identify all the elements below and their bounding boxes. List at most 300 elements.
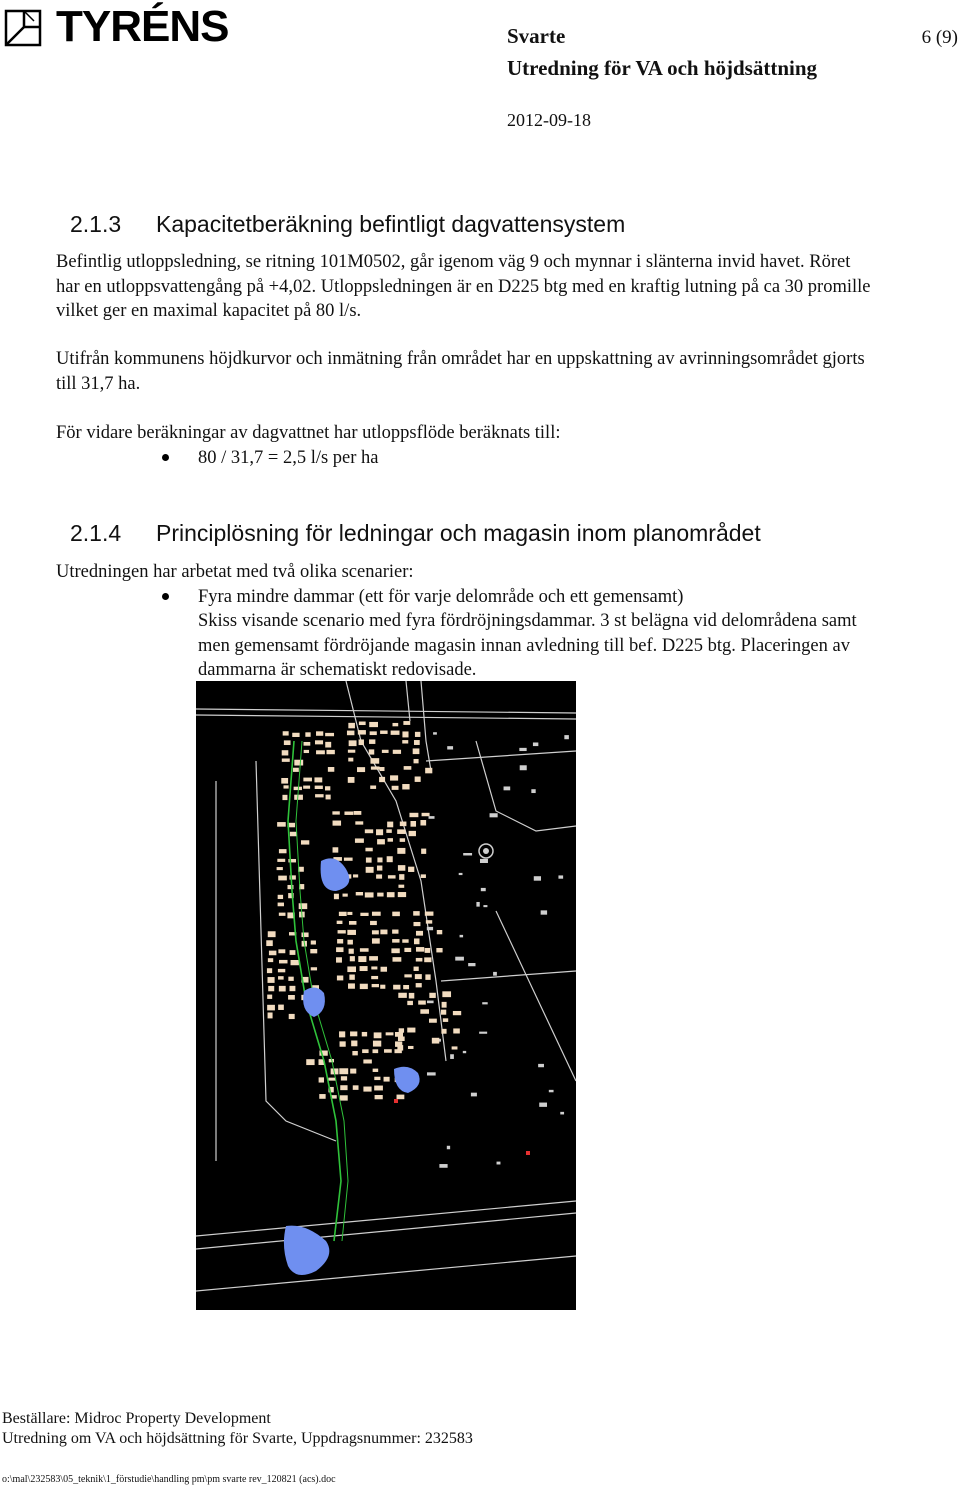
building [415,776,421,781]
map-detail [480,859,488,863]
building [381,967,387,972]
building [404,948,411,952]
page-number: 6 (9) [921,27,958,48]
building [362,1032,367,1036]
building [279,913,286,916]
map-detail [539,1103,547,1107]
building [372,912,381,916]
building [278,895,283,899]
building [397,1095,405,1100]
building [279,986,286,992]
building [373,1041,381,1047]
building [349,949,354,954]
map-detail [519,748,526,751]
building [269,951,276,956]
building [311,940,316,944]
building [344,811,353,814]
building [416,983,422,987]
building [348,750,355,753]
map-detail [433,732,437,734]
map-detail [471,1093,477,1097]
building [338,930,346,933]
building [392,723,398,726]
building [336,947,343,952]
site-plan-drawing [196,681,576,1310]
building [334,894,339,900]
building [374,1086,383,1091]
building [453,1028,460,1033]
building [315,786,323,789]
building [371,766,380,769]
building [372,984,379,987]
building [289,1014,295,1019]
building [266,940,273,946]
building [315,794,324,797]
building [393,985,400,990]
building [339,912,347,916]
building [352,1051,357,1055]
building [337,939,343,943]
building [301,840,309,844]
building [333,847,339,852]
building [414,967,419,971]
building [403,985,409,989]
building [340,1095,348,1100]
building [404,766,412,770]
building [315,740,323,744]
building [282,758,290,761]
building [429,1019,437,1023]
building [283,731,289,735]
building [391,948,399,953]
building [407,1028,415,1033]
building [326,795,331,800]
map-detail [497,1162,501,1165]
building [314,777,322,782]
building [359,722,366,726]
map-detail [541,910,547,914]
building [408,867,414,872]
building [399,1028,404,1032]
building [382,750,389,753]
building [333,821,342,826]
map-detail [459,873,463,875]
paragraph: För vidare beräkningar av dagvattnet har utloppsflöde beräknats till: [56,423,561,443]
building [370,785,376,788]
building [325,742,331,748]
building [377,866,382,871]
building [392,957,401,962]
building [413,748,420,754]
building [347,940,352,945]
building [277,867,283,870]
building [414,759,419,763]
map-detail [447,746,453,749]
building [349,740,357,746]
building [442,991,451,997]
building [384,1077,390,1082]
building [425,974,430,979]
building [441,1029,446,1034]
building [422,813,430,816]
building [340,1041,346,1046]
building [393,750,401,754]
building [360,966,368,971]
building [325,733,334,736]
building [386,829,391,833]
building [366,857,372,862]
map-detail [493,972,497,976]
building [291,960,299,965]
building [395,1032,403,1037]
building [369,956,378,960]
footer-file-path: o:\mal\232583\05_teknik\1_förstudie\handling pm\pm svarte rev_120821 (acs).doc [2,1474,336,1485]
building [379,767,384,771]
section-number: 2.1.4 [70,520,122,546]
building [400,822,407,827]
building [341,1076,347,1080]
building [328,767,334,772]
building [348,777,355,783]
building [375,1095,383,1099]
building [363,1059,371,1063]
building [310,949,317,953]
building [398,865,405,871]
map-detail [427,1001,434,1004]
building [325,786,330,790]
building [397,1045,403,1050]
building [388,875,396,878]
building [288,977,293,981]
building [377,839,385,844]
building [369,739,375,744]
map-detail [482,1002,487,1004]
company-logo [4,2,244,51]
building [360,948,369,952]
building [415,732,420,737]
map-detail [538,1064,544,1067]
building [429,993,435,998]
footer-project: Utredning om VA och höjdsättning för Svarte, Uppdragsnummer: 232583 [2,1430,473,1447]
site-plan-map [196,681,576,1310]
map-detail [439,1164,447,1168]
building [355,821,363,824]
building [267,977,274,983]
map-detail [564,735,569,739]
building [387,856,393,862]
building [376,874,382,878]
building [414,740,420,745]
building [278,976,284,979]
building [421,874,426,878]
section-title: Kapacitetberäkning befintligt dagvattensystem [156,211,626,237]
building [377,857,382,862]
bullet-list [160,446,860,471]
building [424,957,431,962]
building [425,768,432,774]
building [337,976,343,981]
building [398,885,404,888]
building [336,957,342,962]
building [408,1046,414,1049]
building [370,758,379,764]
figure-caption: Skiss visande scenario med fyra fördröjningsdammar. 3 st belägna vid delområdena samt men gemensamt fördröjande magasin innan avledning till bef. D225 btg. Placeringen av dammarna är schematiskt redovisade. [198,611,857,680]
building [357,767,365,772]
building [353,874,358,877]
building [267,995,272,999]
building [397,848,405,854]
building [278,1005,284,1010]
building [355,838,364,842]
building [301,932,308,937]
map-detail [549,1090,554,1092]
list-item: Fyra mindre dammar (ett för varje delområde och ett gemensamt) [160,585,860,610]
building [379,777,385,782]
building [344,858,353,861]
building [404,974,411,977]
building [290,832,297,836]
building [303,778,312,782]
bullet-list [160,585,860,610]
building [425,948,431,953]
building [371,966,377,969]
building [278,876,287,881]
building [277,859,285,862]
building [267,1005,275,1011]
building [418,1000,426,1004]
building [350,956,355,961]
building [407,1001,413,1005]
tyrens-logo-icon [4,7,44,47]
building [278,969,285,972]
building [370,921,377,925]
building [293,768,299,772]
building [392,930,398,934]
building [413,922,420,926]
building [409,813,418,817]
map-detail [476,902,479,907]
building [392,939,399,943]
building [377,893,383,897]
building [416,931,423,936]
building [356,892,363,895]
building [278,949,285,953]
building [380,930,387,935]
building [294,760,303,766]
logo-text: TYRÉNS [56,2,229,51]
building [347,966,356,972]
map-detail [427,927,433,930]
building [347,912,352,915]
building [306,1059,314,1065]
building [351,1040,357,1046]
building [349,921,356,925]
map-detail [558,875,563,878]
building [436,948,442,952]
building [380,985,385,989]
building [400,838,405,842]
building [391,731,400,735]
building [402,740,408,743]
building [337,921,343,924]
building [387,822,393,828]
map-detail [447,1146,450,1149]
building [414,938,419,944]
building [372,938,380,943]
building [359,739,364,745]
building [402,939,408,942]
header-title: Svarte [507,24,566,48]
building [437,930,442,934]
building [402,731,408,737]
building [371,976,378,979]
map-detail [450,1054,454,1059]
building [353,1085,359,1090]
building [268,931,276,937]
building [304,742,311,746]
building [347,930,356,935]
building [373,1069,379,1072]
building [397,829,405,834]
building [305,732,310,736]
building [348,723,355,728]
building [363,1087,371,1092]
building [304,750,309,753]
map-detail [534,876,541,880]
list-item: 80 / 31,7 = 2,5 l/s per ha [160,446,860,471]
building [426,920,432,923]
building [267,968,272,973]
footer-client: Beställare: Midroc Property Development [2,1410,271,1427]
building [290,950,296,955]
building [283,785,288,788]
building [282,795,287,800]
building [360,984,368,989]
building [279,849,287,853]
map-detail [533,742,538,746]
building [294,795,303,800]
building [365,829,373,833]
building [410,821,416,827]
building [332,811,339,814]
building [416,958,423,962]
building [360,913,368,916]
building [387,892,395,897]
building [349,975,354,980]
map-detail [504,786,511,790]
building [339,1068,348,1074]
building [392,912,400,917]
paragraph: Befintlig utloppsledning, se ritning 101M0502, går igenom väg 9 och mynnar i slänterna invid havet. Röret har en utloppsvattengång på +4,02. Utloppsledningen är en D225 btg med en kraftig lutning på ca 30 promille vilket ger en maximal kapacitet på 80 l/s. [56,252,871,321]
building [374,1077,380,1080]
building [388,838,393,842]
map-detail [483,905,487,907]
building [453,1011,461,1015]
section-number: 2.1.3 [70,211,122,237]
building [398,892,406,897]
building [366,867,374,873]
map-detail [455,957,464,961]
building [326,750,334,754]
map-detail [479,1032,487,1034]
building [348,983,355,988]
building [319,1094,325,1099]
map-detail [463,853,472,855]
building [279,960,287,964]
building [425,912,434,916]
building [343,894,348,897]
building [420,820,426,825]
building [358,956,366,962]
building [402,784,409,789]
map-detail [520,765,527,770]
building [354,811,362,815]
building [358,730,366,734]
map-detail [429,816,435,819]
map-detail [531,789,535,793]
building [398,1036,405,1041]
building [432,1038,439,1044]
building [362,1049,368,1053]
section-heading-213 [70,211,625,238]
building [268,1012,273,1018]
header-subtitle: Utredning för VA och höjdsättning [507,56,818,80]
building [452,1046,458,1049]
building [384,1049,392,1053]
building [316,750,325,754]
building [399,874,404,880]
header-date: 2012-09-18 [507,110,591,130]
paragraph: Utifrån kommunens höjdkurvor och inmätning från området har en uppskattning av avrinningsområdet gjorts till 31,7 ha. [56,349,865,394]
building [369,749,374,754]
section-heading-214 [70,520,761,547]
building [350,1069,356,1074]
map-detail [463,1051,466,1053]
building [365,892,374,897]
map-detail [490,813,498,817]
building [390,775,398,780]
building [268,986,274,991]
building [284,740,291,745]
building [350,1031,357,1036]
building [420,1009,429,1014]
building [299,903,308,909]
building [288,995,295,1000]
building [409,831,416,836]
building [340,1085,347,1090]
building [403,721,410,725]
building [398,993,407,998]
building [392,786,399,790]
building [282,750,289,755]
building [413,911,419,916]
building [339,1031,345,1037]
building [316,731,323,735]
map-detail [560,1112,564,1115]
building [441,1010,446,1015]
building [292,733,299,737]
building [376,829,383,835]
map-detail [468,963,475,966]
building [289,986,295,991]
building [303,786,310,789]
building [421,849,426,854]
building [415,974,422,979]
section-title: Principlösning för ledningar och magasin inom planområdet [156,520,761,546]
building [294,787,302,790]
building [386,1032,394,1035]
map-detail [460,935,464,937]
